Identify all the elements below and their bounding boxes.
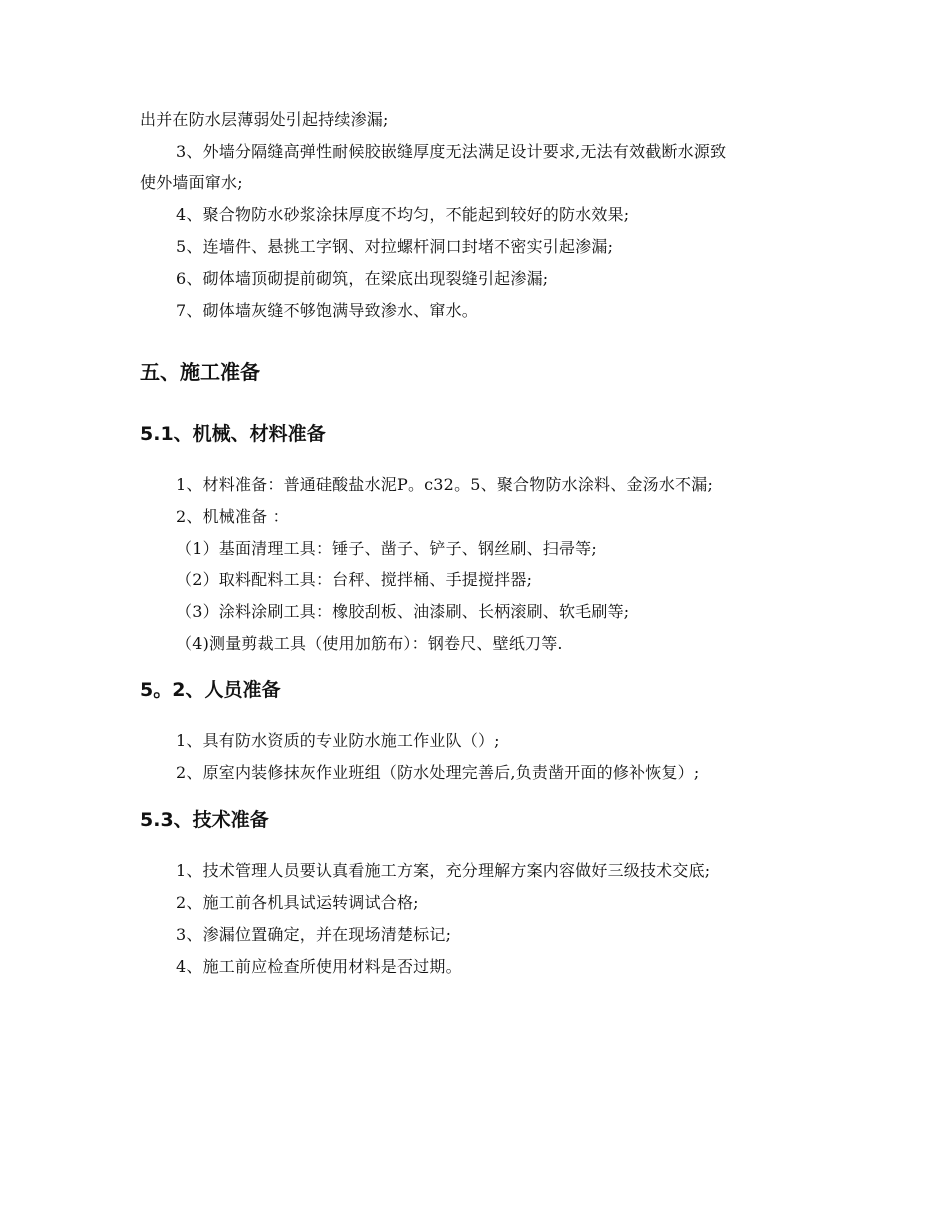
intro-item-6: 6、砌体墙顶砌提前砌筑，在梁底出现裂缝引起渗漏; xyxy=(176,269,549,288)
section-5-1-subitem: （4)测量剪裁工具（使用加筋布）：钢卷尺、壁纸刀等. xyxy=(176,634,563,653)
section-5-2-item: 2、原室内装修抹灰作业班组（防水处理完善后,负责凿开面的修补恢复）; xyxy=(176,763,700,782)
section-5-3-heading: 5.3、技术准备 xyxy=(140,809,269,831)
section-5-3-item: 1、技术管理人员要认真看施工方案，充分理解方案内容做好三级技术交底; xyxy=(176,861,711,880)
section-5-3-item: 2、施工前各机具试运转调试合格; xyxy=(176,893,419,912)
intro-item-7: 7、砌体墙灰缝不够饱满导致渗水、窜水。 xyxy=(176,301,478,320)
section-5-3-item: 4、施工前应检查所使用材料是否过期。 xyxy=(176,957,462,976)
section-5-1-heading: 5.1、机械、材料准备 xyxy=(140,423,326,445)
section-5-1-item: 2、机械准备 ： xyxy=(176,507,289,526)
section-5-1-subitem: （1）基面清理工具：锤子、凿子、铲子、钢丝刷、扫帚等; xyxy=(176,539,597,558)
intro-item-3: 3、外墙分隔缝高弹性耐候胶嵌缝厚度无法满足设计要求,无法有效截断水源致 xyxy=(176,142,727,161)
section-5-heading: 五、施工准备 xyxy=(140,360,260,384)
section-5-1-subitem: （3）涂料涂刷工具：橡胶刮板、油漆刷、长柄滚刷、软毛刷等; xyxy=(176,602,630,621)
section-5-2-item: 1、具有防水资质的专业防水施工作业队（）; xyxy=(176,731,500,750)
section-5-2-heading: 5。2、人员准备 xyxy=(140,679,281,701)
intro-item-3-continuation: 使外墙面窜水; xyxy=(140,173,243,192)
section-5-1-subitem: （2）取料配料工具：台秤、搅拌桶、手提搅拌器; xyxy=(176,570,533,589)
intro-item-5: 5、连墙件、悬挑工字钢、对拉螺杆洞口封堵不密实引起渗漏; xyxy=(176,237,614,256)
section-5-1-item: 1、材料准备：普通硅酸盐水泥P。c32。5、聚合物防水涂料、金汤水不漏; xyxy=(176,475,714,494)
section-5-3-item: 3、渗漏位置确定，并在现场清楚标记; xyxy=(176,925,452,944)
intro-item-4: 4、聚合物防水砂浆涂抹厚度不均匀，不能起到较好的防水效果; xyxy=(176,205,630,224)
intro-line-continuation: 出并在防水层薄弱处引起持续渗漏; xyxy=(140,110,389,129)
